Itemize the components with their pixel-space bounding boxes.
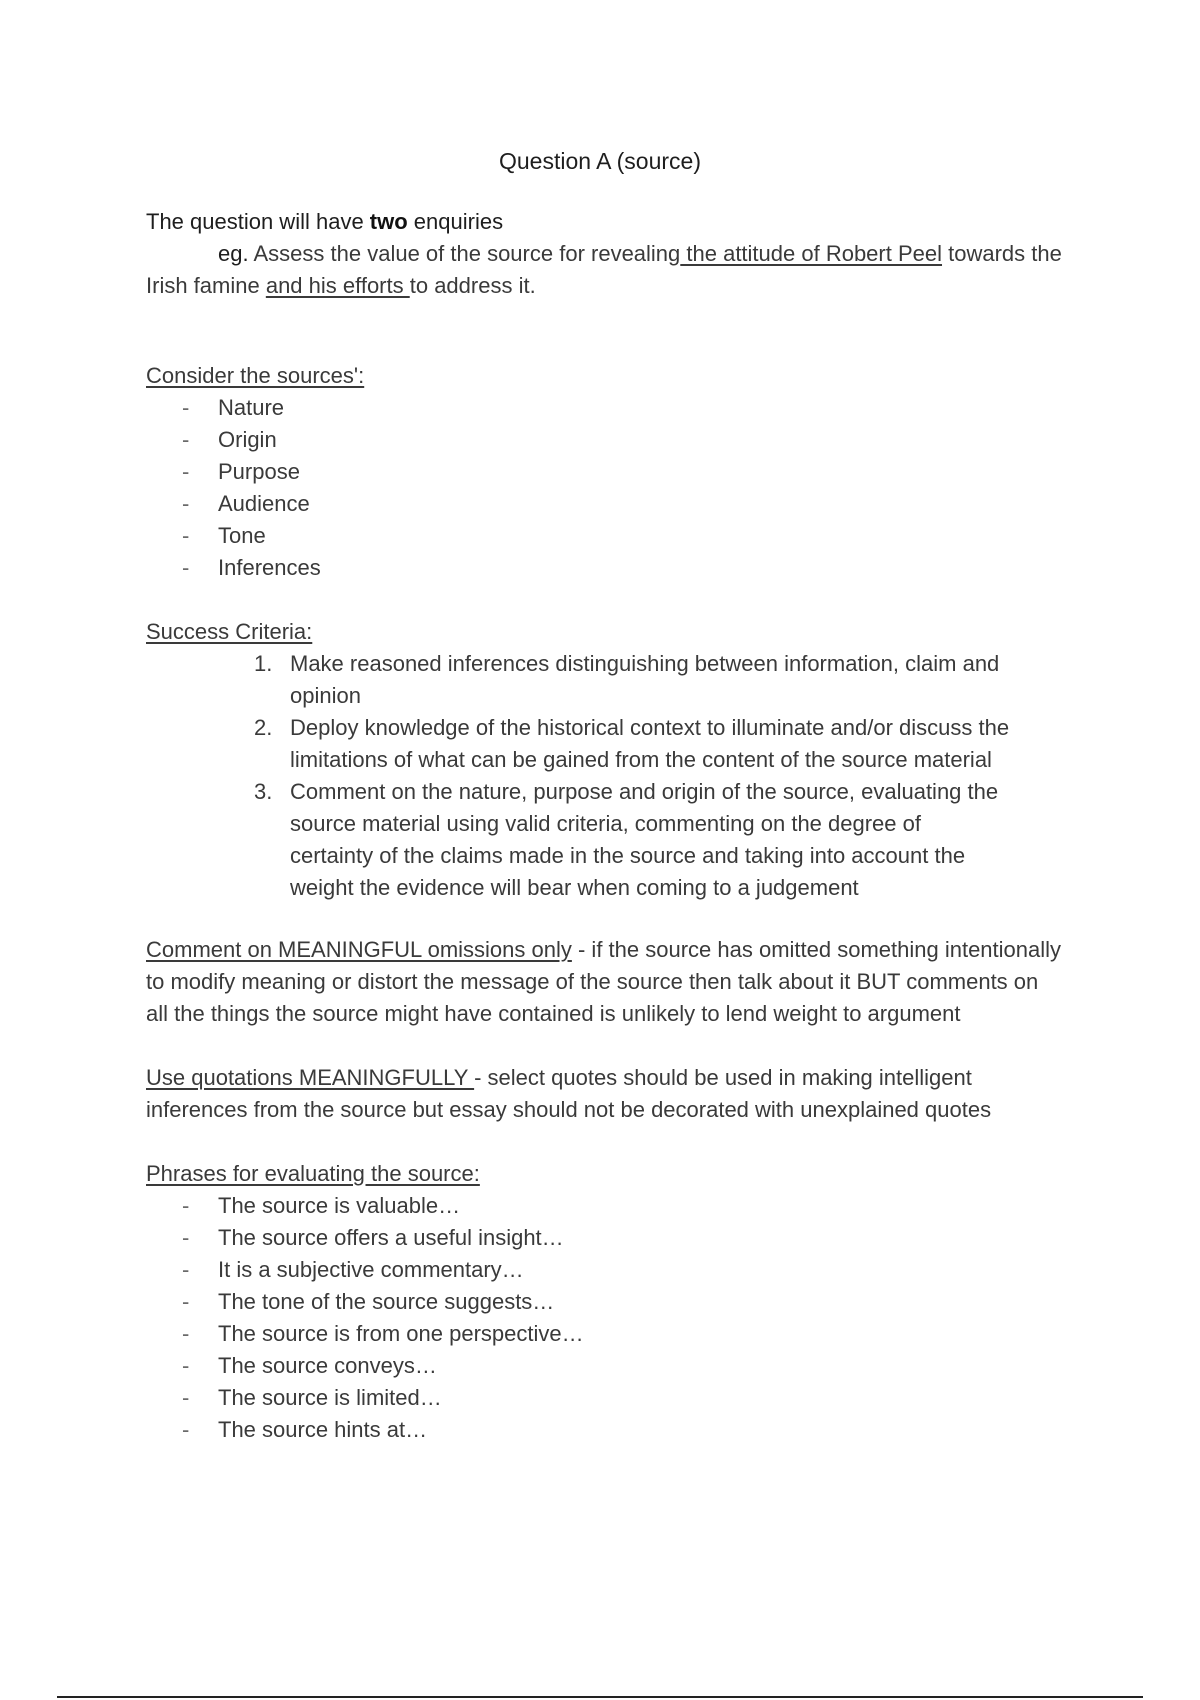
- list-item: [254, 712, 1010, 776]
- omissions-text: - if the source has omitted something intentionally to modify meaning or distort the message of the source then talk about it BUT comments on all the things the source might have contained is unlikely to lend weight to argument: [146, 937, 1062, 1026]
- list-item-text: Deploy knowledge of the historical context to illuminate and/or discuss the limitations of what can be gained from the content of the source material: [290, 715, 1010, 772]
- list-number: 2.: [254, 715, 273, 740]
- omissions-paragraph: [146, 934, 1066, 1030]
- enquiries-heading-bold: two: [369, 209, 408, 234]
- quotations-heading: Use quotations MEANINGFULLY: [146, 1065, 475, 1090]
- consider-list: [146, 392, 1066, 584]
- quotations-paragraph: [146, 1062, 1066, 1126]
- phrases-heading: Phrases for evaluating the source:: [146, 1161, 480, 1186]
- list-item: - Origin: [182, 424, 1066, 456]
- bottom-divider: [57, 1696, 1143, 1698]
- example-label: eg.: [218, 241, 249, 266]
- list-item: - The source is from one perspective…: [182, 1318, 1066, 1350]
- document-body: [146, 206, 1066, 1446]
- success-criteria-heading: Success Criteria:: [146, 619, 313, 644]
- example-underline-1: the attitude of Robert Peel: [680, 241, 943, 266]
- list-item: [254, 776, 1010, 904]
- quotations-text: - select quotes should be used in making intelligent inferences from the source but essay should not be decorated with unexplained quotes: [146, 1065, 992, 1122]
- list-item-text: Comment on the nature, purpose and origin of the source, evaluating the source material using valid criteria, commenting on the degree of certainty of the claims made in the source and taking into account the weight the evidence will bear when coming to a judgement: [290, 779, 999, 900]
- enquiries-heading-prefix: The question will have: [146, 209, 370, 234]
- enquiries-example: [146, 238, 1066, 302]
- enquiries-heading: [146, 206, 1066, 238]
- page-title: Question A (source): [499, 148, 701, 174]
- list-item: [254, 648, 1010, 712]
- list-number: 3.: [254, 779, 273, 804]
- example-underline-2: and his efforts: [265, 273, 410, 298]
- list-item: - Purpose: [182, 456, 1066, 488]
- example-text-1: Assess the value of the source for revealing: [248, 241, 681, 266]
- omissions-heading: Comment on MEANINGFUL omissions only: [146, 937, 572, 962]
- enquiries-heading-suffix: enquiries: [407, 209, 504, 234]
- example-text-3: to address it.: [409, 273, 536, 298]
- list-item: - The source offers a useful insight…: [182, 1222, 1066, 1254]
- list-item: - The source hints at…: [182, 1414, 1066, 1446]
- list-item: - The tone of the source suggests…: [182, 1286, 1066, 1318]
- list-item: - Audience: [182, 488, 1066, 520]
- list-item: - Nature: [182, 392, 1066, 424]
- list-item: - It is a subjective commentary…: [182, 1254, 1066, 1286]
- phrases-list: [146, 1190, 1066, 1446]
- list-item: - The source is limited…: [182, 1382, 1066, 1414]
- list-item: - Tone: [182, 520, 1066, 552]
- list-item-text: Make reasoned inferences distinguishing between information, claim and opinion: [290, 651, 1000, 708]
- success-criteria-list: [146, 648, 1066, 904]
- list-item: - Inferences: [182, 552, 1066, 584]
- list-item: - The source conveys…: [182, 1350, 1066, 1382]
- example-text-2: towards the Irish famine: [146, 241, 1062, 298]
- consider-heading: Consider the sources':: [146, 363, 365, 388]
- list-number: 1.: [254, 651, 273, 676]
- list-item: - The source is valuable…: [182, 1190, 1066, 1222]
